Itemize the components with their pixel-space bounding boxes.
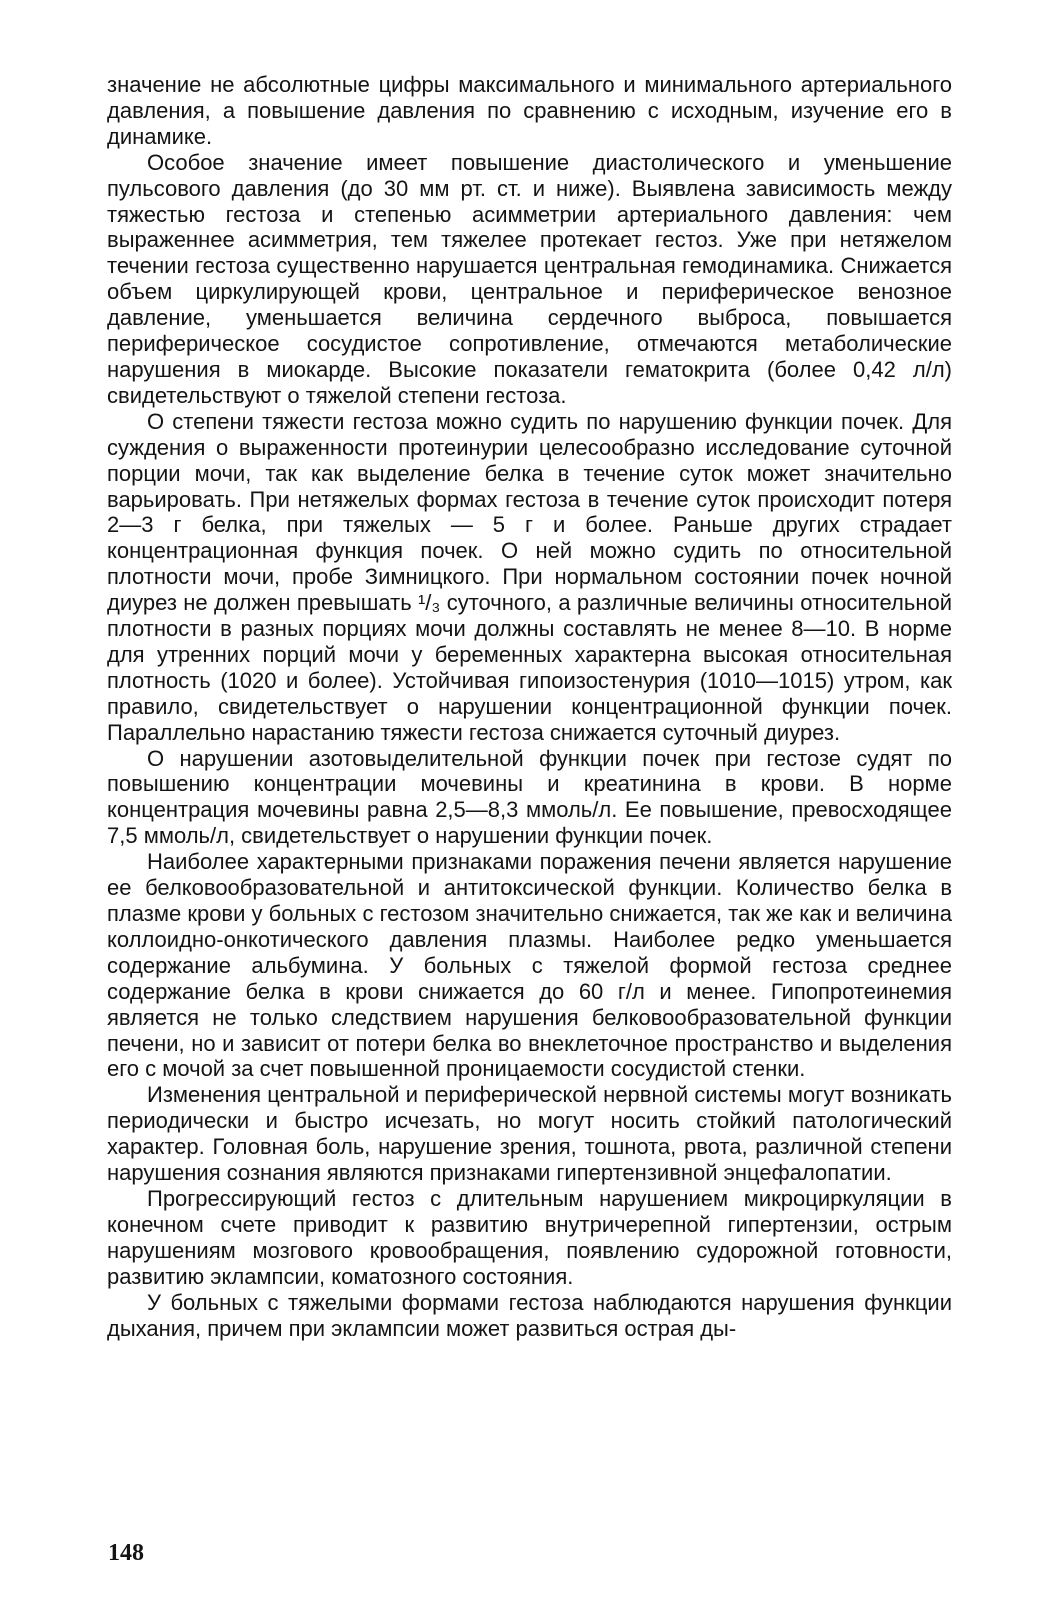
paragraph-1: значение не абсолютные цифры максимального и минимального артериального давления, а повышение давления по сравнению с исходным, изучение его в динамике. — [107, 72, 952, 149]
paragraph-3: О степени тяжести гестоза можно судить по нарушению функции почек. Для суждения о выраженности протеинурии целесообразно исследование суточной порции мочи, так как выделение белка в течение суток может значительно варьировать. При нетяжелых формах гестоза в течение суток происходит потеря 2—3 г белка, при тяжелых — 5 г и более. Раньше других страдает концентрационная функция почек. О ней можно судить по относительной плотности мочи, пробе Зимницкого. При нормальном состоянии почек ночной диурез не должен превышать ¹/₃ суточного, а различные величины относительной плотности в разных порциях мочи должны составлять не менее 8—10. В норме для утренних порций мочи у беременных характерна высокая относительная плотность (1020 и более). Устойчивая гипоизостенурия (1010—1015) утром, как правило, свидетельствует о нарушении концентрационной функции почек. Параллельно нарастанию тяжести гестоза снижается суточный диурез. — [107, 408, 952, 745]
paragraph-2: Особое значение имеет повышение диастолического и уменьшение пульсового давления (до 30 мм рт. ст. и ниже). Выявлена зависимость между тяжестью гестоза и степенью асимметрии артериального давления: чем выраженнее асимметрия, тем тяжелее протекает гестоз. Уже при нетяжелом течении гестоза существенно нарушается центральная гемодинамика. Снижается объем циркулирующей крови, центральное и периферическое венозное давление, уменьшается величина сердечного выброса, повышается периферическое сосудистое сопротивление, отмечаются метаболические нарушения в миокарде. Высокие показатели гематокрита (более 0,42 л/л) свидетельствуют о тяжелой степени гестоза. — [107, 149, 952, 408]
page-body — [107, 72, 952, 1341]
page-number: 148 — [108, 1540, 144, 1566]
paragraph-6: Изменения центральной и периферической нервной системы могут возникать периодически и быстро исчезать, но могут носить стойкий патологический характер. Головная боль, нарушение зрения, тошнота, рвота, различной степени нарушения сознания являются признаками гипертензивной энцефалопатии. — [107, 1082, 952, 1186]
paragraph-8: У больных с тяжелыми формами гестоза наблюдаются нарушения функции дыхания, причем при эклампсии может развиться острая ды- — [107, 1289, 952, 1341]
paragraph-4: О нарушении азотовыделительной функции почек при гестозе судят по повышению концентрации мочевины и креатинина в крови. В норме концентрация мочевины равна 2,5—8,3 ммоль/л. Ее повышение, превосходящее 7,5 ммоль/л, свидетельствует о нарушении функции почек. — [107, 745, 952, 849]
paragraph-7: Прогрессирующий гестоз с длительным нарушением микроциркуляции в конечном счете приводит к развитию внутричерепной гипертензии, острым нарушениям мозгового кровообращения, появлению судорожной готовности, развитию эклампсии, коматозного состояния. — [107, 1185, 952, 1289]
paragraph-5: Наиболее характерными признаками поражения печени является нарушение ее белковообразовательной и антитоксической функции. Количество белка в плазме крови у больных с гестозом значительно снижается, так же как и величина коллоидно-онкотического давления плазмы. Наиболее редко уменьшается содержание альбумина. У больных с тяжелой формой гестоза среднее содержание белка в крови снижается до 60 г/л и менее. Гипопротеинемия является не только следствием нарушения белковообразовательной функции печени, но и зависит от потери белка во внеклеточное пространство и выделения его с мочой за счет повышенной проницаемости сосудистой стенки. — [107, 849, 952, 1082]
